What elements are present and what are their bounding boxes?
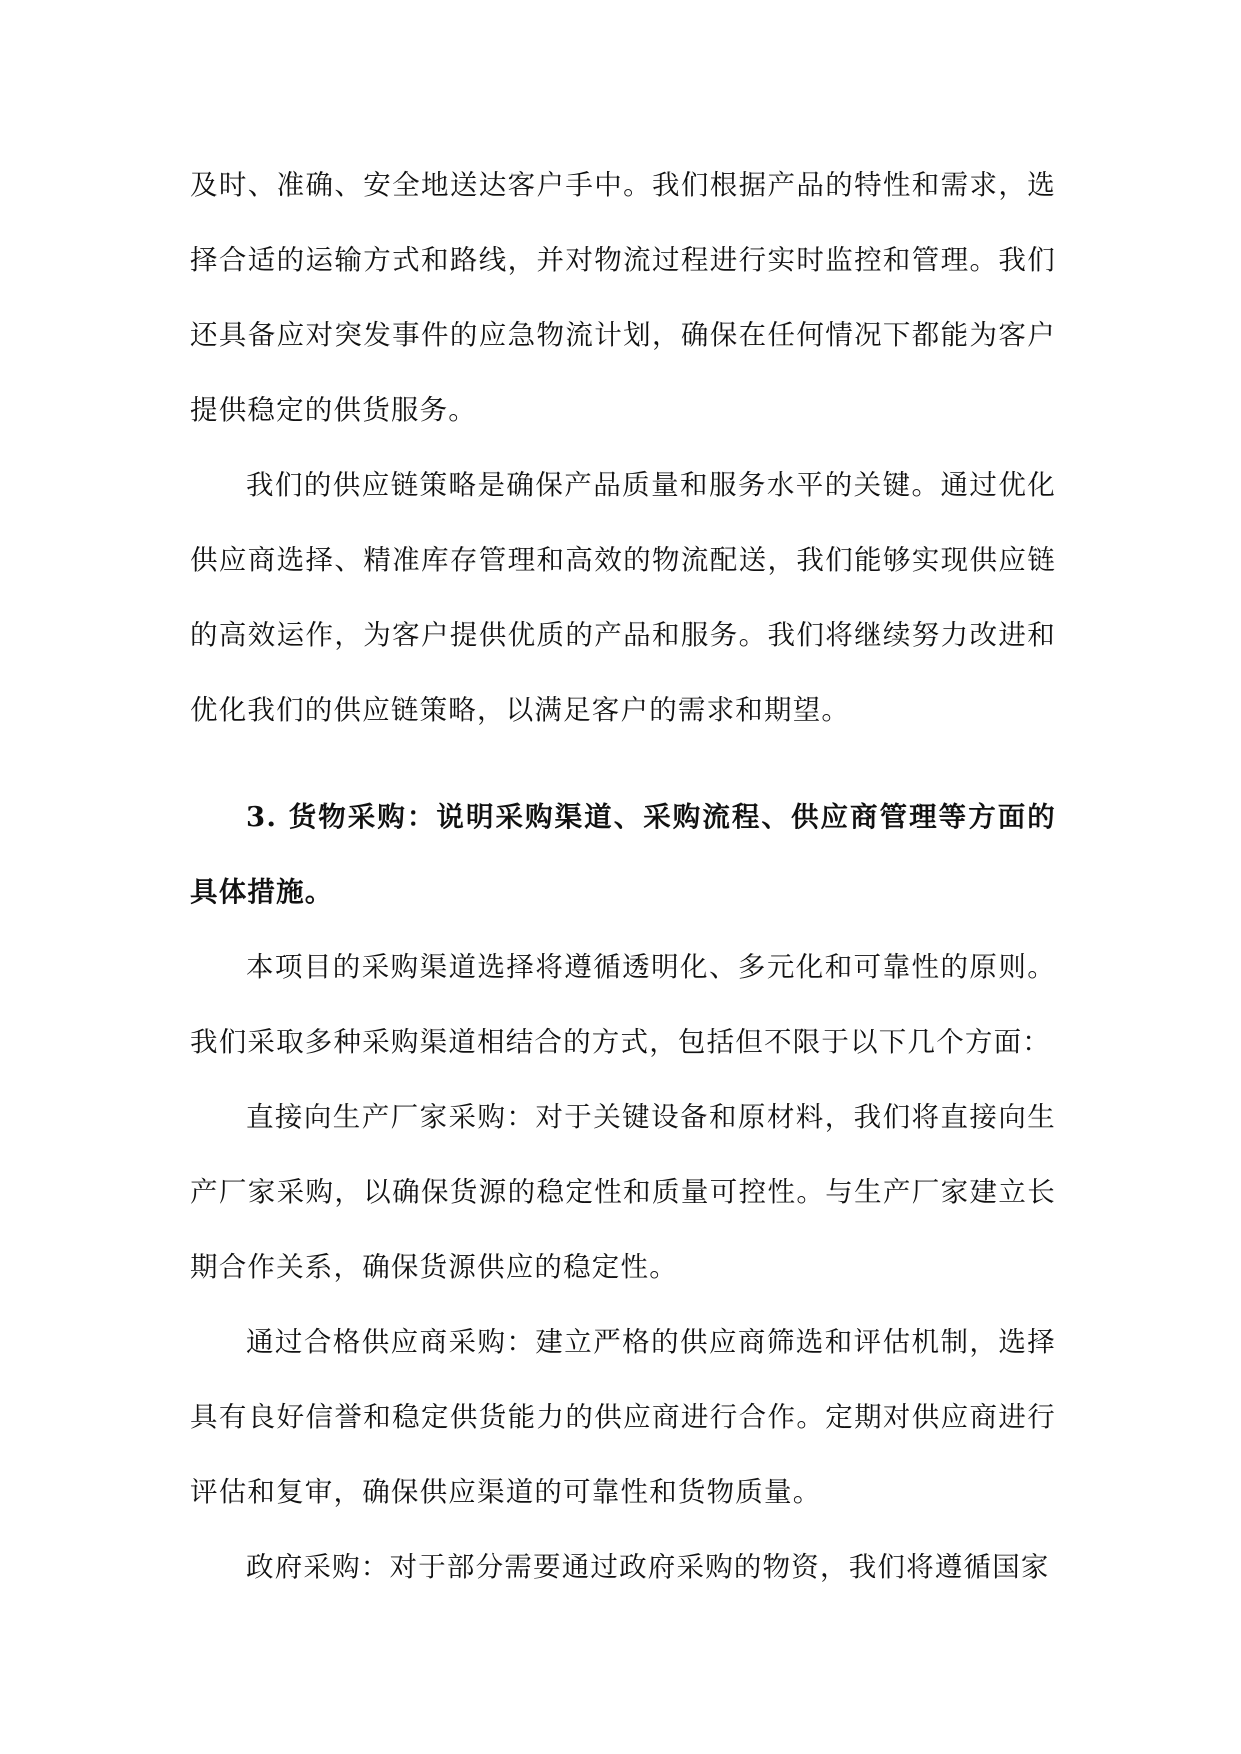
document-body	[190, 148, 1056, 1605]
paragraph-government-procurement: 政府采购：对于部分需要通过政府采购的物资，我们将遵循国家	[246, 1551, 1050, 1583]
paragraph-supply-chain-strategy: 我们的供应链策略是确保产品质量和服务水平的关键。通过优化供应商选择、精准库存管理和高效的物流配送，我们能够实现供应链的高效运作，为客户提供优质的产品和服务。我们将继续努力改进和优化我们的供应链策略，以满足客户的需求和期望。	[190, 469, 1056, 726]
paragraph-direct-manufacturer: 直接向生产厂家采购：对于关键设备和原材料，我们将直接向生产厂家采购，以确保货源的稳定性和质量可控性。与生产厂家建立长期合作关系，确保货源供应的稳定性。	[190, 1101, 1056, 1283]
section-heading-procurement: 3. 货物采购：说明采购渠道、采购流程、供应商管理等方面的具体措施。	[190, 801, 1056, 908]
paragraph-procurement-principles: 本项目的采购渠道选择将遵循透明化、多元化和可靠性的原则。我们采取多种采购渠道相结合的方式，包括但不限于以下几个方面：	[190, 951, 1056, 1058]
paragraph-continued-logistics: 及时、准确、安全地送达客户手中。我们根据产品的特性和需求，选择合适的运输方式和路线，并对物流过程进行实时监控和管理。我们还具备应对突发事件的应急物流计划，确保在任何情况下都能为客户提供稳定的供货服务。	[190, 169, 1056, 426]
paragraph-qualified-supplier: 通过合格供应商采购：建立严格的供应商筛选和评估机制，选择具有良好信誉和稳定供货能力的供应商进行合作。定期对供应商进行评估和复审，确保供应渠道的可靠性和货物质量。	[190, 1326, 1056, 1508]
